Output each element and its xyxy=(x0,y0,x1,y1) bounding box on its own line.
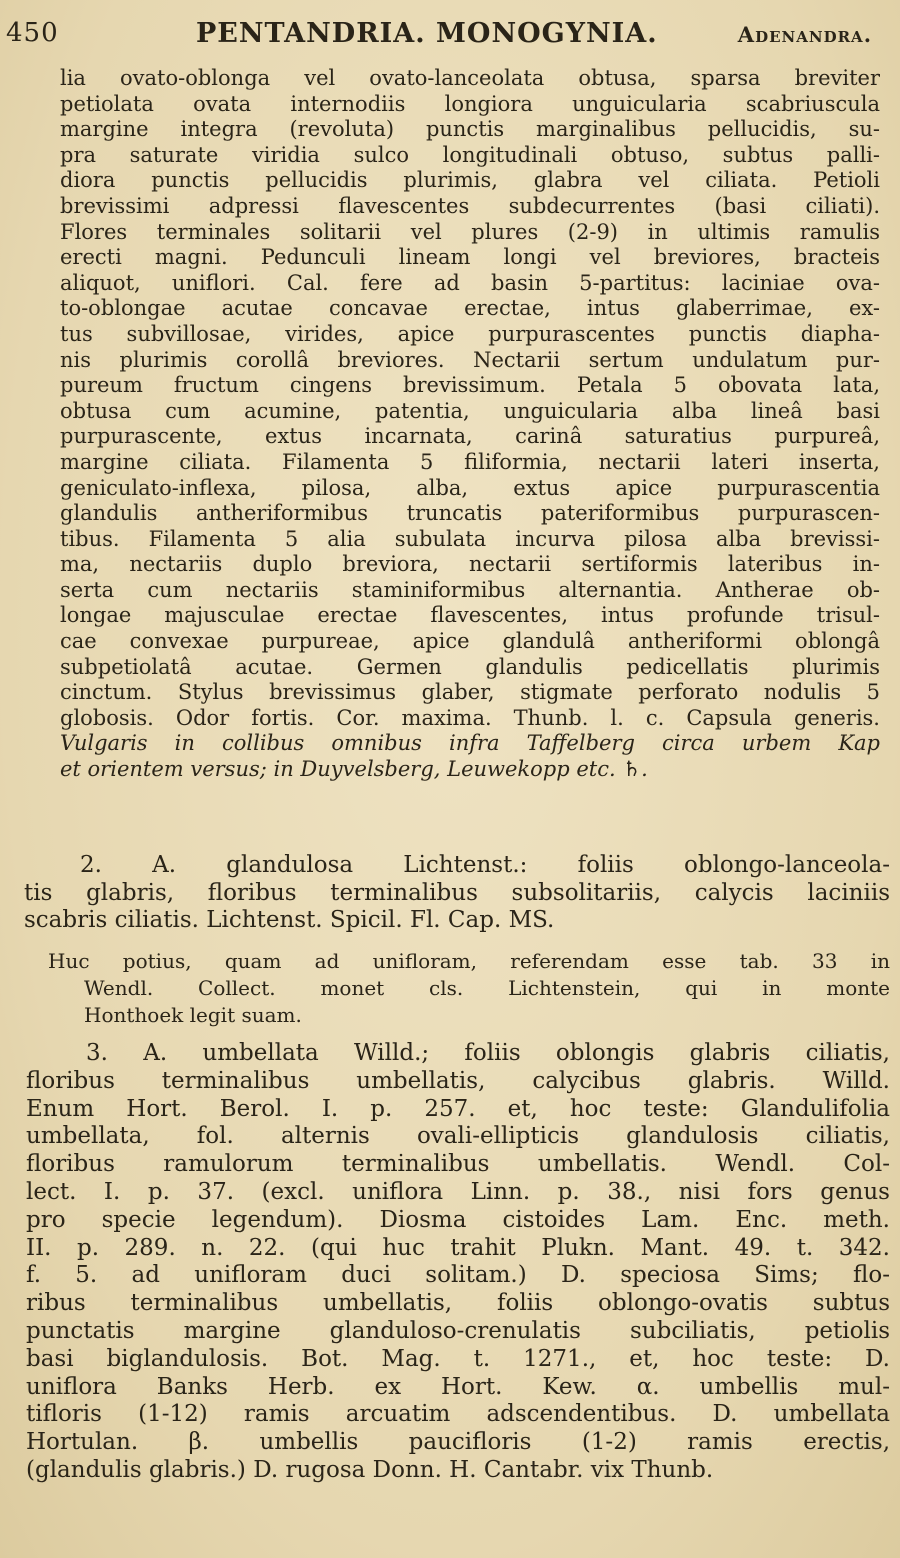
habitat-line: Vulgaris in collibus omnibus infra Taffelberg circa urbem Kap xyxy=(60,731,880,756)
text-line: pureum fructum cingens brevissimum. Petala 5 obovata lata, xyxy=(60,373,880,398)
entry-line: punctatis margine glanduloso-crenulatis subciliatis, petiolis xyxy=(26,1317,890,1344)
text-line: margine ciliata. Filamenta 5 filiformia, nectarii lateri inserta, xyxy=(60,449,880,474)
species-entry-glandulosa xyxy=(24,852,890,935)
text-line: tus subvillosae, virides, apice purpurascentes punctis diapha- xyxy=(60,321,880,346)
text-line: to-oblongae acutae concavae erectae, intus glaberrimae, ex- xyxy=(60,296,880,321)
species-description-continuation xyxy=(60,66,880,783)
text-line: cinctum. Stylus brevissimus glaber, stigmate perforato nodulis 5 xyxy=(60,680,880,705)
text-line: erecti magni. Pedunculi lineam longi vel breviores, bracteis xyxy=(60,245,880,270)
running-head xyxy=(0,8,900,52)
text-line: obtusa cum acumine, patentia, unguicularia alba lineâ basi xyxy=(60,398,880,423)
text-line: pra saturate viridia sulco longitudinali obtuso, subtus palli- xyxy=(60,142,880,167)
note-line: Huc potius, quam ad unifloram, referendam esse tab. 33 in xyxy=(48,949,890,973)
text-line: ma, nectariis duplo breviora, nectarii sertiformis lateribus in- xyxy=(60,552,880,577)
note-line: Honthoek legit suam. xyxy=(84,1003,302,1027)
page-number: 450 xyxy=(6,18,59,48)
text-line: subpetiolatâ acutae. Germen glandulis pedicellatis plurimis xyxy=(60,654,880,679)
entry-line: uniflora Banks Herb. ex Hort. Kew. α. umbellis mul- xyxy=(26,1373,890,1400)
entry-line: floribus ramulorum terminalibus umbellatis. Wendl. Col- xyxy=(26,1151,890,1178)
text-line: tibus. Filamenta 5 alia subulata incurva pilosa alba brevissi- xyxy=(60,526,880,551)
entry-line: ribus terminalibus umbellatis, foliis oblongo-ovatis subtus xyxy=(26,1290,890,1317)
text-line: margine integra (revoluta) punctis marginalibus pellucidis, su- xyxy=(60,117,880,142)
text-line: lia ovato-oblonga vel ovato-lanceolata obtusa, sparsa breviter xyxy=(60,66,880,90)
species-note-glandulosa xyxy=(48,948,890,1029)
text-line: Flores terminales solitarii vel plures (2-9) in ultimis ramulis xyxy=(60,219,880,244)
text-line: aliquot, uniflori. Cal. fere ad basin 5-partitus: laciniae ova- xyxy=(60,270,880,295)
text-line: petiolata ovata internodiis longiora unguicularia scabriuscula xyxy=(60,91,880,116)
entry-line: scabris ciliatis. Lichtenst. Spicil. Fl. Cap. MS. xyxy=(24,907,555,933)
text-line: longae majusculae erectae flavescentes, intus profunde trisul- xyxy=(60,603,880,628)
text-line: geniculato-inflexa, pilosa, alba, extus apice purpurascentia xyxy=(60,475,880,500)
genus-heading: Adenandra. xyxy=(737,22,872,47)
entry-line: tifloris (1-12) ramis arcuatim adscendentibus. D. umbellata xyxy=(26,1401,890,1428)
entry-line: lect. I. p. 37. (excl. uniflora Linn. p. 38., nisi fors genus xyxy=(26,1178,890,1205)
text-line: purpurascente, extus incarnata, carinâ saturatius purpureâ, xyxy=(60,424,880,449)
species-entry-umbellata xyxy=(26,1040,890,1485)
note-line: Wendl. Collect. monet cls. Lichtenstein, qui in monte xyxy=(84,976,890,1000)
text-line: glandulis antheriformibus truncatis pateriformibus purpurascen- xyxy=(60,501,880,526)
entry-line: f. 5. ad unifloram duci solitam.) D. speciosa Sims; flo- xyxy=(26,1262,890,1289)
text-line: nis plurimis corollâ breviores. Nectarii sertum undulatum pur- xyxy=(60,347,880,372)
text-line: serta cum nectariis staminiformibus alternantia. Antherae ob- xyxy=(60,577,880,602)
entry-line: basi biglandulosis. Bot. Mag. t. 1271., et, hoc teste: D. xyxy=(26,1345,890,1372)
entry-line: pro specie legendum). Diosma cistoides Lam. Enc. meth. xyxy=(26,1206,890,1233)
entry-line: II. p. 289. n. 22. (qui huc trahit Plukn. Mant. 49. t. 342. xyxy=(26,1234,890,1261)
entry-line: floribus terminalibus umbellatis, calycibus glabris. Willd. xyxy=(26,1067,890,1094)
entry-line: Enum Hort. Berol. I. p. 257. et, hoc teste: Glandulifolia xyxy=(26,1095,890,1122)
entry-line: umbellata, fol. alternis ovali-ellipticis glandulosis ciliatis, xyxy=(26,1123,890,1150)
entry-line: 2. A. glandulosa Lichtenst.: foliis oblongo-lanceola- xyxy=(80,852,890,878)
habitat-line: et orientem versus; in Duyvelsberg, Leuwekopp etc. ♄. xyxy=(60,757,648,782)
entry-line: 3. A. umbellata Willd.; foliis oblongis glabris ciliatis, xyxy=(86,1040,890,1066)
text-line: globosis. Odor fortis. Cor. maxima. Thunb. l. c. Capsula generis. xyxy=(60,705,880,730)
entry-line: tis glabris, floribus terminalibus subsolitariis, calycis laciniis xyxy=(24,879,890,906)
entry-line: (glandulis glabris.) D. rugosa Donn. H. Cantabr. vix Thunb. xyxy=(26,1456,714,1483)
entry-line: Hortulan. β. umbellis paucifloris (1-2) ramis erectis, xyxy=(26,1429,890,1456)
text-line: cae convexae purpureae, apice glandulâ antheriformi oblongâ xyxy=(60,629,880,654)
page-title: PENTANDRIA. MONOGYNIA. xyxy=(196,18,658,49)
text-line: diora punctis pellucidis plurimis, glabra vel ciliata. Petioli xyxy=(60,168,880,193)
text-line: brevissimi adpressi flavescentes subdecurrentes (basi ciliati). xyxy=(60,193,880,218)
